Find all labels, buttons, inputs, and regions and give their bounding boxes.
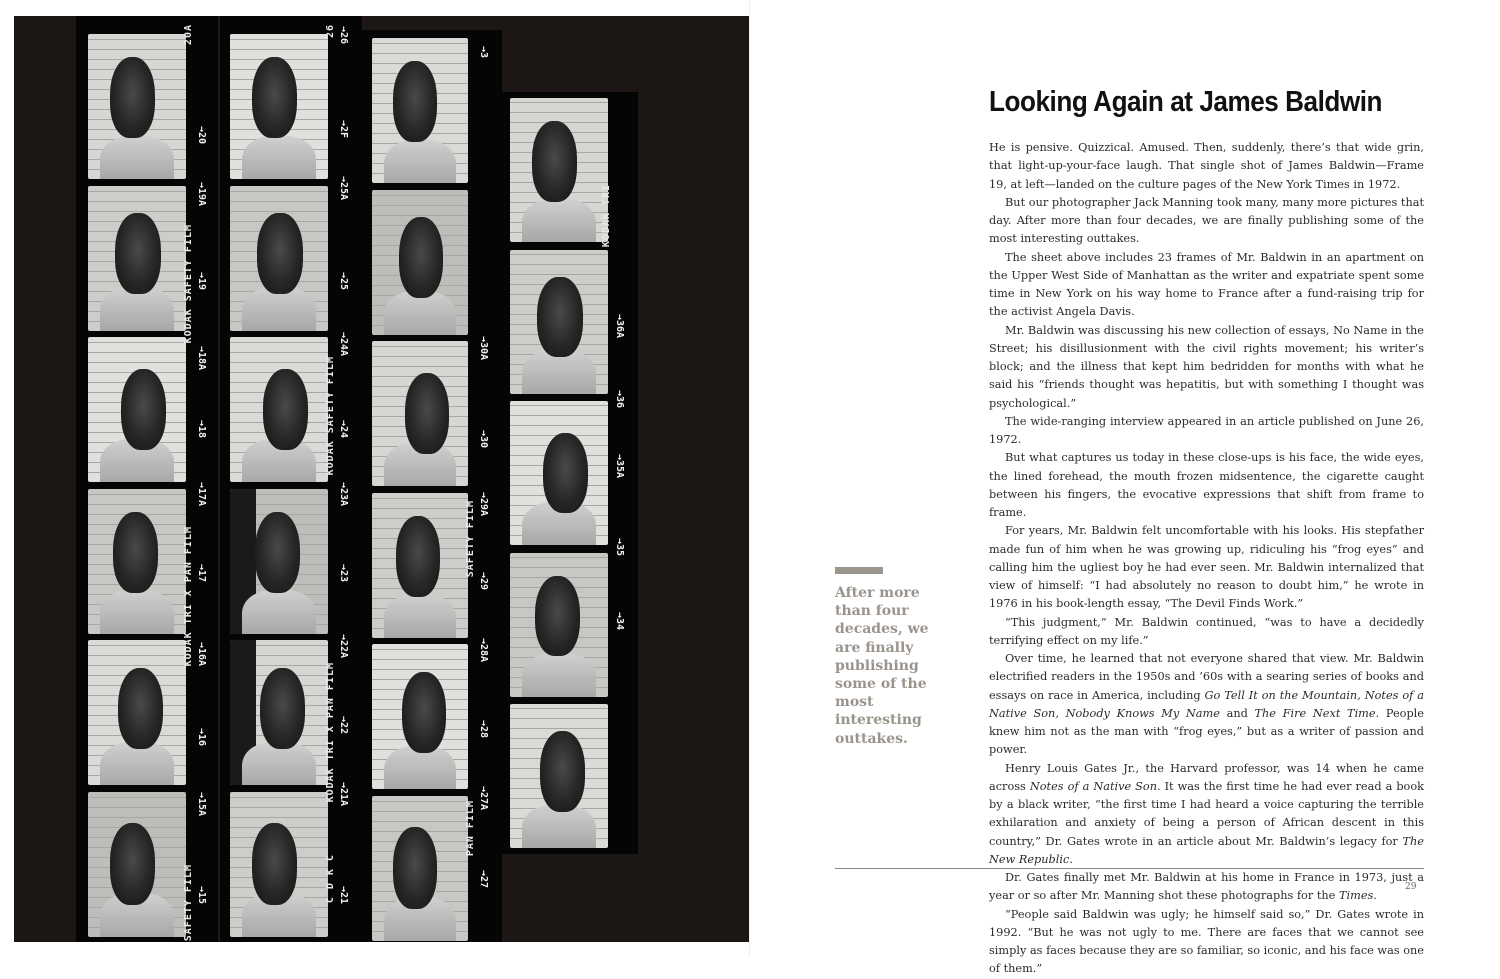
film-edge-label: PAN FILM: [465, 800, 476, 857]
italic-title-text: The Fire Next Time: [1254, 706, 1376, 720]
film-edge-label: KODAK SAFETY FILM: [183, 224, 194, 344]
frame-number: →2F: [338, 120, 349, 139]
film-edge-label: 20A: [183, 24, 194, 46]
photo-frame: [88, 792, 186, 937]
body-paragraph: [989, 650, 1424, 760]
paragraph-text: .: [1373, 889, 1377, 903]
right-page: [750, 0, 1500, 976]
frame-number: →19A: [196, 182, 207, 207]
photo-frame: [88, 34, 186, 179]
frame-number: →25A: [338, 176, 349, 201]
frame-number: →28: [478, 720, 489, 739]
film-edge-label: C D K C: [325, 854, 336, 904]
body-paragraph: [989, 249, 1424, 322]
film-edge-label: KODAK TRI X PAN FILM: [325, 662, 336, 803]
paragraph-text: Henry Louis Gates Jr., the Harvard professor, was 14 when he came across: [989, 761, 1424, 793]
film-strip: [76, 16, 218, 942]
frame-number: →22: [338, 716, 349, 735]
frame-number: →25: [338, 272, 349, 291]
frame-number: →16: [196, 728, 207, 747]
film-edge-label: 26: [325, 24, 336, 39]
body-paragraph: [989, 760, 1424, 870]
film-strip: [502, 92, 638, 854]
film-edge-label: SAFETY FILM: [183, 864, 194, 942]
film-edge-label: KODAK SAFETY FILM: [325, 356, 336, 476]
paragraph-text: The wide-ranging interview appeared in an article published on June 26, 1972.: [989, 414, 1424, 446]
paragraph-text: The sheet above includes 23 frames of Mr. Baldwin in an apartment on the Upper West Side of Manhattan as the writer and expatriate spent some time in New York on his way home to France after a fund-raising trip for the activist Angela Davis.: [989, 250, 1424, 319]
photo-frame: [230, 489, 328, 634]
article-title: Looking Again at James Baldwin: [989, 86, 1383, 118]
photo-frame: [372, 644, 468, 789]
paragraph-text: “People said Baldwin was ugly; he himself said so,” Dr. Gates wrote in 1992. “But he was not ugly to me. There are faces that we cannot see simply as faces because they are so familiar, so iconic, and his face was one of them.”: [989, 907, 1424, 976]
frame-number: →35A: [614, 454, 625, 479]
photo-frame: [230, 186, 328, 331]
article-body: [989, 139, 1424, 979]
paragraph-text: Mr. Baldwin was discussing his new collection of essays, No Name in the Street; his disillusionment with the civil rights movement; his writer’s block; and the illness that kept him bedridden for months with what he said his “friends thought was hepatitis, but with something I thought was psychological.”: [989, 323, 1424, 410]
photo-frame: [88, 489, 186, 634]
frame-number: →17: [196, 564, 207, 583]
film-edge-label: KODAK TRI: [601, 184, 612, 248]
photo-frame: [510, 401, 608, 545]
frame-number: →19: [196, 272, 207, 291]
italic-title-text: Go Tell It on the Mountain, Notes of a Native Son, Nobody Knows My Name: [989, 688, 1424, 720]
photo-frame: [88, 337, 186, 482]
photo-frame: [372, 38, 468, 183]
photo-frame: [510, 250, 608, 394]
body-paragraph: [989, 522, 1424, 613]
film-strip: [220, 16, 362, 942]
paragraph-text: He is pensive. Quizzical. Amused. Then, suddenly, there’s that wide grin, that light-up-your-face laugh. That single shot of James Baldwin—Frame 19, at left—landed on the culture pages of the New York Times in 1972.: [989, 141, 1424, 191]
photo-frame: [230, 640, 328, 785]
body-paragraph: [989, 614, 1424, 651]
photo-frame: [372, 190, 468, 335]
body-paragraph: [989, 139, 1424, 194]
italic-title-text: The New Republic: [989, 834, 1424, 866]
paragraph-text: But what captures us today in these close-ups is his face, the wide eyes, the lined forehead, the mouth frozen midsentence, the cigarette caught between his fingers, the evocative expressions that shift from frame to frame.: [989, 451, 1424, 519]
footer-rule: [835, 868, 1424, 869]
frame-number: →29: [478, 572, 489, 591]
paragraph-text: Over time, he learned that not everyone shared that view. Mr. Baldwin electrified readers in the 1950s and ’60s with a searing series of books and essays on race in America, including: [989, 652, 1424, 702]
photo-frame: [230, 337, 328, 482]
frame-number: →26: [338, 26, 349, 45]
frame-number: →3: [478, 46, 489, 59]
frame-number: →24A: [338, 332, 349, 357]
body-paragraph: [989, 413, 1424, 450]
photo-frame: [230, 792, 328, 937]
paragraph-text: and: [1219, 706, 1255, 720]
film-edge-label: SAFETY FILM: [465, 500, 476, 578]
body-paragraph: [989, 869, 1424, 906]
frame-number: →34: [614, 612, 625, 631]
photo-frame: [510, 553, 608, 697]
frame-number: →18A: [196, 346, 207, 371]
italic-title-text: Times: [1338, 889, 1374, 903]
frame-number: →15: [196, 886, 207, 905]
frame-number: →23A: [338, 482, 349, 507]
frame-number: →36: [614, 390, 625, 409]
contact-sheet: [14, 16, 750, 942]
frame-number: →22A: [338, 634, 349, 659]
frame-number: →24: [338, 420, 349, 439]
photo-frame: [372, 796, 468, 941]
frame-number: →16A: [196, 642, 207, 667]
paragraph-text: .: [1069, 852, 1073, 866]
frame-number: →17A: [196, 482, 207, 507]
photo-frame: [510, 704, 608, 848]
body-paragraph: [989, 194, 1424, 249]
frame-number: →18: [196, 420, 207, 439]
frame-number: →28A: [478, 638, 489, 663]
photo-frame: [230, 34, 328, 179]
body-paragraph: [989, 322, 1424, 413]
frame-number: →30A: [478, 336, 489, 361]
frame-number: →27: [478, 870, 489, 889]
paragraph-text: “This judgment,” Mr. Baldwin continued, “was to have a decidedly terrifying effect on my life.”: [989, 615, 1424, 647]
pull-quote-bar: [835, 567, 883, 574]
pull-quote: After more than four decades, we are finally publishing some of the most interesting outtakes.: [835, 585, 929, 747]
italic-title-text: Notes of a Native Son: [1029, 779, 1157, 793]
paragraph-text: . People knew him not as the man with “frog eyes,” but as a writer of passion and power.: [989, 706, 1424, 757]
paragraph-text: . It was the first time he had ever read a book by a black writer, “the first time I had heard a voice capturing the terrible exhilaration and anxiety of being a person of African descent in this country,” Dr. Gates wrote in an article about Mr. Baldwin’s legacy for: [989, 779, 1424, 848]
frame-number: →27A: [478, 786, 489, 811]
photo-frame: [510, 98, 608, 242]
frame-number: →21: [338, 886, 349, 905]
film-edge-label: KODAK TRI X PAN FILM: [183, 526, 194, 667]
page-number: 29: [1405, 882, 1417, 892]
paragraph-text: For years, Mr. Baldwin felt uncomfortable with his looks. His stepfather made fun of him when he was growing up, ridiculing his “frog eyes” and calling him the ugliest boy he had ever seen. Mr. Baldwin internalized that view of himself: “I had absolutely no reason to doubt him,” he wrote in 1976 in his book-length essay, “The Devil Finds Work.”: [989, 524, 1424, 611]
photo-frame: [372, 341, 468, 486]
photo-frame: [88, 640, 186, 785]
body-paragraph: [989, 449, 1424, 522]
frame-number: →20: [196, 126, 207, 145]
frame-number: →30: [478, 430, 489, 449]
body-paragraph: [989, 906, 1424, 979]
frame-number: →15A: [196, 792, 207, 817]
left-page: [0, 0, 750, 957]
paragraph-text: Dr. Gates finally met Mr. Baldwin at his home in France in 1973, just a year or so after Mr. Manning shot these photographs for the: [989, 871, 1424, 903]
frame-number: →23: [338, 564, 349, 583]
paragraph-text: But our photographer Jack Manning took many, many more pictures that day. After more than four decades, we are finally publishing some of the most interesting outtakes.: [989, 195, 1424, 246]
frame-number: →36A: [614, 314, 625, 339]
photo-frame: [372, 493, 468, 638]
frame-number: →21A: [338, 782, 349, 807]
frame-number: →29A: [478, 492, 489, 517]
film-strip: [362, 30, 502, 942]
photo-frame: [88, 186, 186, 331]
frame-number: →35: [614, 538, 625, 557]
